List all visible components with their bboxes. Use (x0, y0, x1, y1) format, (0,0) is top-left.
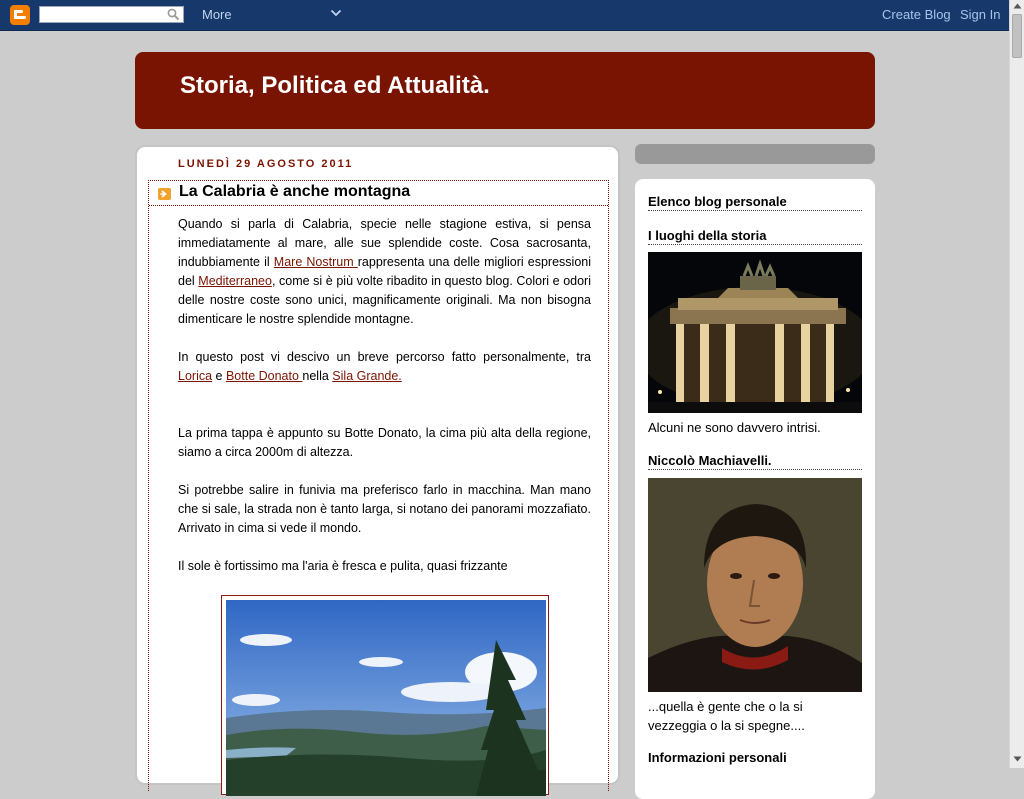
sign-in-link[interactable]: Sign In (960, 7, 1001, 22)
post-paragraph: La prima tappa è appunto su Botte Donato, la cima più alta della regione, siamo a circa 2000m di altezza. (178, 426, 591, 459)
mediterraneo-link[interactable]: Mediterraneo (198, 274, 272, 288)
mare-nostrum-link[interactable]: Mare Nostrum (273, 255, 358, 269)
blogger-logo-icon[interactable] (10, 5, 30, 25)
post-paragraph: In questo post vi descivo un breve percorso fatto personalmente, tra Lorica e Botte Donato nella Sila Grande. (178, 350, 591, 383)
post-title-row (149, 181, 608, 206)
chevron-down-icon[interactable] (330, 9, 342, 17)
blog-header (135, 52, 875, 129)
widget-title-blog-list: Elenco blog personale (648, 194, 862, 211)
post-paragraph: Quando si parla di Calabria, specie nelle stagione estiva, si pensa immediatamente al mare, alle sue splendide coste. Cosa sacrosanta, indubbiamente il Mare Nostrum rappresenta una delle migliori espressioni del Mediterraneo, come si è più volte ribadito in questo blog. Colori e odori delle nostre coste sono unici, magnificamente originali. Ma non bisogna dimenticare le nostre splendide montagne. (178, 217, 592, 326)
widget-caption-luoghi: Alcuni ne sono davvero intrisi. (648, 420, 821, 435)
widget-title-luoghi: I luoghi della storia (648, 228, 862, 245)
post-date: LUNEDÌ 29 AGOSTO 2011 (178, 158, 354, 170)
post-arrow-icon (158, 188, 171, 200)
mountain-landscape-photo[interactable] (226, 600, 546, 796)
sidebar (635, 179, 875, 799)
navbar-search-box[interactable] (39, 6, 184, 23)
main-column (135, 145, 620, 785)
post-body (178, 215, 591, 595)
post-paragraph: Si potrebbe salire in funivia ma preferisco farlo in macchina. Man mano che si sale, la strada non è tanto larga, si notano dei panorami mozzafiato. Arrivato in cima si vede il mondo. (178, 483, 591, 535)
sila-grande-link[interactable]: Sila Grande. (332, 369, 402, 383)
post-title[interactable]: La Calabria è anche montagna (179, 183, 411, 200)
widget-title-info: Informazioni personali (648, 750, 787, 765)
widget-title-machiavelli: Niccolò Machiavelli. (648, 453, 862, 470)
post-image-frame[interactable] (221, 595, 549, 795)
botte-donato-link[interactable]: Botte Donato (225, 369, 303, 383)
search-icon[interactable] (167, 8, 180, 21)
machiavelli-portrait[interactable] (648, 478, 862, 692)
navbar-more-link[interactable]: More (202, 7, 232, 22)
brandenburg-gate-photo[interactable] (648, 252, 862, 413)
widget-caption-machiavelli: ...quella è gente che o la si vezzeggia o la si spegne.... (648, 699, 805, 733)
page-scrollbar[interactable] (1009, 0, 1024, 768)
scroll-down-arrow-icon[interactable] (1013, 756, 1022, 762)
lorica-link[interactable]: Lorica (178, 369, 213, 383)
sidebar-top-bar (635, 144, 875, 164)
blogger-navbar (0, 0, 1009, 31)
blog-title[interactable]: Storia, Politica ed Attualità. (180, 72, 490, 99)
scroll-up-arrow-icon[interactable] (1013, 3, 1022, 9)
create-blog-link[interactable]: Create Blog (882, 7, 951, 22)
post-paragraph: Il sole è fortissimo ma l'aria è fresca e pulita, quasi frizzante (178, 559, 508, 573)
navbar-search-input[interactable] (40, 9, 168, 24)
scrollbar-thumb[interactable] (1012, 14, 1022, 58)
